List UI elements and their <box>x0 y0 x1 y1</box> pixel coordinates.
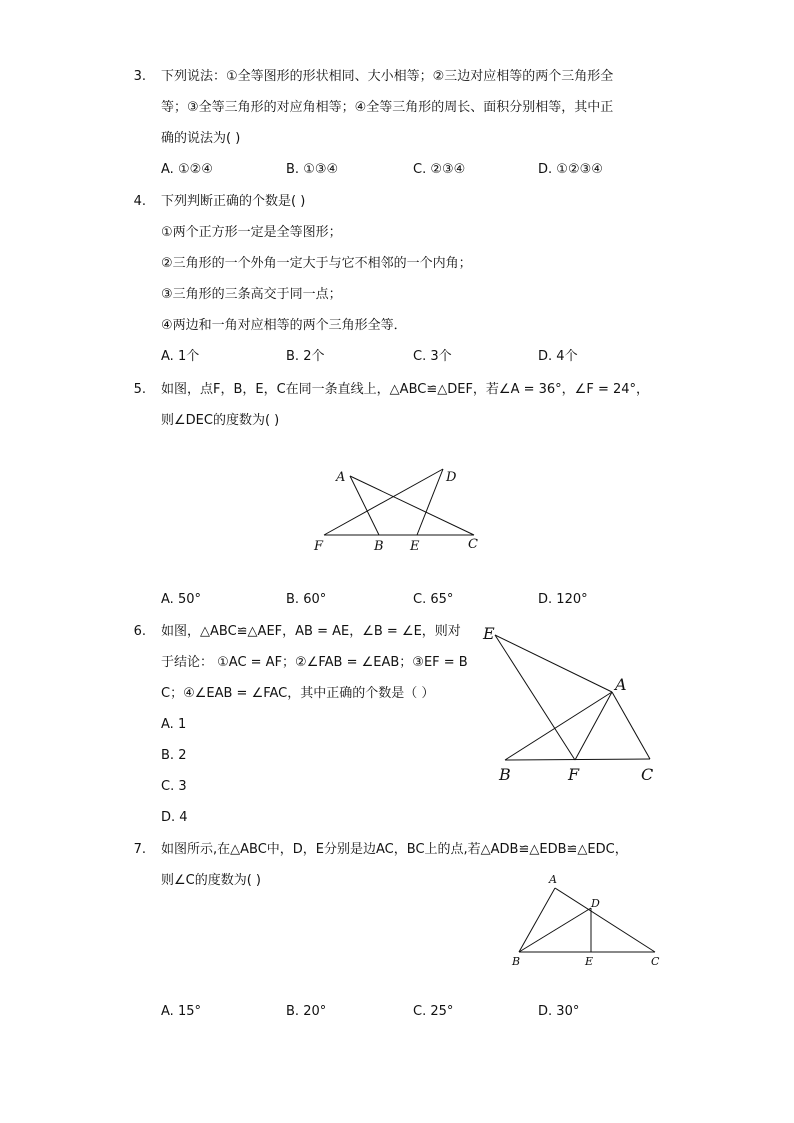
option-text: 15° <box>177 1004 201 1019</box>
question-6-option-b[interactable] <box>161 747 186 765</box>
question-4-option-a[interactable] <box>161 348 199 366</box>
question-5-line-1: 如图，点F，B，E，C在同一条直线上，△ABC≌△DEF，若∠A = 36°，∠F = 24°， <box>161 382 650 397</box>
question-5-option-d[interactable] <box>538 591 588 609</box>
option-text: ①②③④ <box>556 162 603 177</box>
option-label: A. <box>161 1004 174 1019</box>
label-c: C <box>641 765 654 784</box>
label-a: A <box>336 470 346 485</box>
label-b: B <box>512 955 521 968</box>
question-5-figure <box>300 460 500 560</box>
option-text: 4个 <box>556 349 578 364</box>
label-e: E <box>585 955 594 968</box>
option-label: B. <box>286 592 300 607</box>
label-a: A <box>549 873 557 886</box>
option-text: ②③④ <box>430 162 466 177</box>
question-5-option-b[interactable] <box>286 591 326 609</box>
label-a: A <box>615 675 627 694</box>
option-text: 1个 <box>177 349 200 364</box>
question-7-option-a[interactable] <box>161 1003 201 1021</box>
label-e: E <box>483 624 495 643</box>
option-text: 3个 <box>430 349 452 364</box>
label-d: D <box>591 897 600 910</box>
question-4-option-c[interactable] <box>413 348 452 366</box>
option-text: 30° <box>556 1004 580 1019</box>
question-4-statement-3: ③三角形的三条高交于同一点； <box>161 287 342 302</box>
question-6-line-2: 于结论： ①AC = AF；②∠FAB = ∠EAB；③EF = B <box>161 655 468 670</box>
option-label: C. <box>413 162 427 177</box>
option-text: 2 <box>178 748 187 763</box>
question-4-option-d[interactable] <box>538 348 578 366</box>
line-bc <box>505 759 650 760</box>
option-text: 4 <box>179 810 188 825</box>
option-label: C. <box>413 349 427 364</box>
question-3-option-c[interactable] <box>413 161 465 179</box>
question-6-number: 6. <box>133 624 146 639</box>
option-label: D. <box>538 162 553 177</box>
option-text: 1 <box>177 717 187 732</box>
option-text: 25° <box>430 1004 454 1019</box>
option-text: 120° <box>556 592 588 607</box>
option-text: 65° <box>430 592 454 607</box>
question-5-option-c[interactable] <box>413 591 453 609</box>
option-text: 20° <box>303 1004 327 1019</box>
option-label: B. <box>286 162 300 177</box>
option-text: 60° <box>303 592 327 607</box>
label-d: D <box>446 470 457 485</box>
option-text: 3 <box>178 779 187 794</box>
label-f: F <box>314 539 324 554</box>
label-b: B <box>374 539 384 554</box>
question-7-number: 7. <box>133 842 146 857</box>
question-4-number: 4. <box>133 194 146 209</box>
question-6-figure <box>480 620 660 790</box>
option-label: B. <box>286 1004 300 1019</box>
option-label: B. <box>161 748 175 763</box>
question-6-line-1: 如图，△ABC≌△AEF，AB = AE，∠B = ∠E，则对 <box>161 624 461 639</box>
question-6-option-c[interactable] <box>161 778 187 796</box>
option-label: D. <box>161 810 176 825</box>
line-ac <box>555 888 655 952</box>
option-label: C. <box>413 1004 427 1019</box>
label-c: C <box>468 537 478 552</box>
question-7-option-d[interactable] <box>538 1003 579 1021</box>
question-7-figure <box>505 868 670 973</box>
question-3-option-d[interactable] <box>538 161 603 179</box>
option-label: A. <box>161 717 174 732</box>
line-af <box>575 692 612 760</box>
question-4-statement-2: ②三角形的一个外角一定大于与它不相邻的一个内角； <box>161 256 472 271</box>
line-ab <box>350 476 379 535</box>
question-6-option-d[interactable] <box>161 809 188 827</box>
question-3-line-3: 确的说法为( ) <box>161 131 241 146</box>
option-label: D. <box>538 1004 553 1019</box>
question-6-line-3: C；④∠EAB = ∠FAC，其中正确的个数是（ ） <box>161 686 435 701</box>
question-3-option-b[interactable] <box>286 161 338 179</box>
line-de <box>417 469 443 535</box>
option-label: A. <box>161 162 174 177</box>
question-6-option-a[interactable] <box>161 716 186 734</box>
line-ab <box>505 692 612 760</box>
question-7-line-1: 如图所示,在△ABC中，D，E分别是边AC，BC上的点,若△ADB≌△EDB≌△EDC， <box>161 842 628 857</box>
option-label: D. <box>538 592 553 607</box>
label-f: F <box>568 765 580 784</box>
question-3-line-2: 等；③全等三角形的对应角相等；④全等三角形的周长、面积分别相等，其中正 <box>161 100 614 115</box>
label-c: C <box>651 955 660 968</box>
question-5-line-2: 则∠DEC的度数为( ) <box>161 413 280 428</box>
question-4-statement-1: ①两个正方形一定是全等图形； <box>161 225 342 240</box>
line-ac <box>612 692 650 759</box>
option-label: A. <box>161 592 174 607</box>
option-text: 50° <box>177 592 201 607</box>
line-ea <box>495 635 612 692</box>
line-bd <box>519 908 591 952</box>
label-e: E <box>410 539 420 554</box>
question-3-number: 3. <box>133 69 146 84</box>
line-ab <box>519 888 555 952</box>
question-5-option-a[interactable] <box>161 591 201 609</box>
option-label: D. <box>538 349 553 364</box>
question-5-number: 5. <box>133 382 146 397</box>
option-label: B. <box>286 349 300 364</box>
question-3-option-a[interactable] <box>161 161 213 179</box>
question-7-option-b[interactable] <box>286 1003 326 1021</box>
option-label: C. <box>413 592 427 607</box>
question-3-line-1: 下列说法：①全等图形的形状相同、大小相等；②三边对应相等的两个三角形全 <box>161 69 614 84</box>
label-b: B <box>499 765 511 784</box>
option-label: C. <box>161 779 175 794</box>
option-label: A. <box>161 349 174 364</box>
question-4-line-1: 下列判断正确的个数是( ) <box>161 194 306 209</box>
question-4-option-b[interactable] <box>286 348 324 366</box>
option-text: ①③④ <box>303 162 339 177</box>
option-text: ①②④ <box>177 162 213 177</box>
question-4-statement-4: ④两边和一角对应相等的两个三角形全等． <box>161 318 407 333</box>
question-7-option-c[interactable] <box>413 1003 453 1021</box>
question-7-line-2: 则∠C的度数为( ) <box>161 873 262 888</box>
option-text: 2个 <box>303 349 325 364</box>
